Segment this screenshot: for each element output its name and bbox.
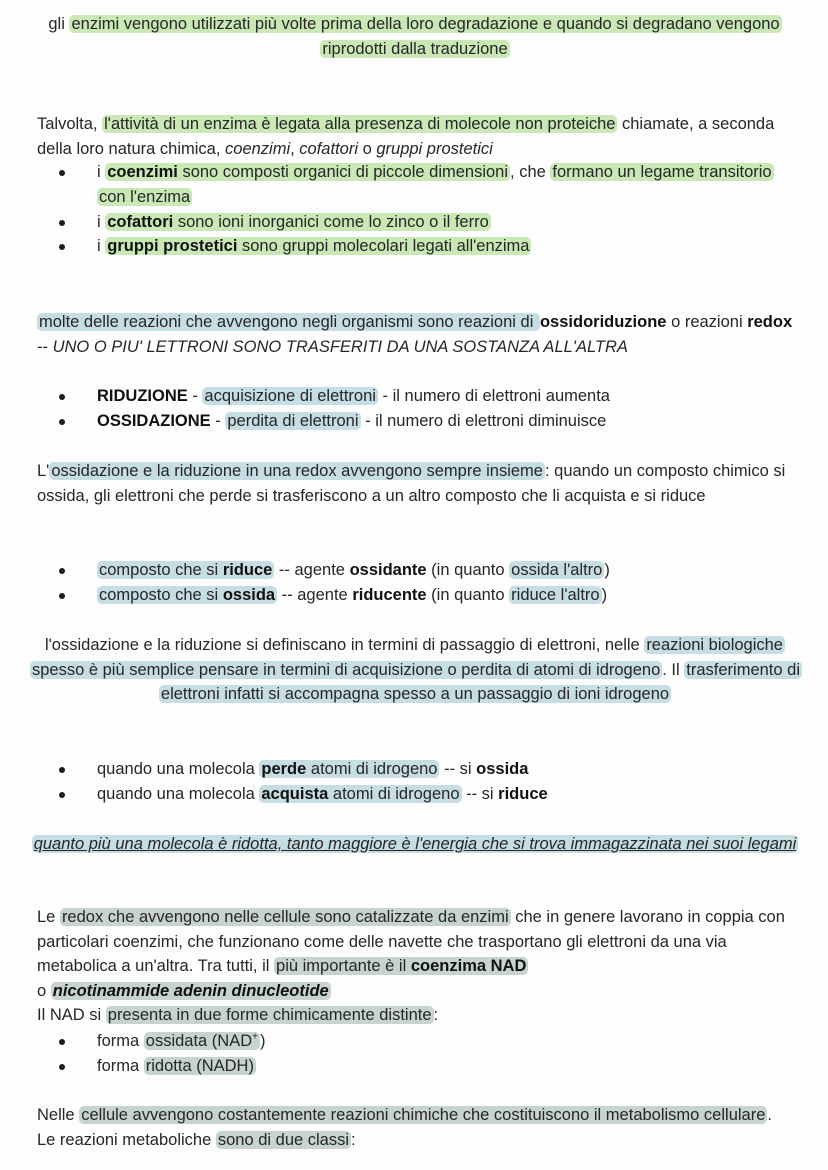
highlight: molte delle reazioni che avvengono negli organismi sono reazioni di — [39, 313, 538, 331]
text: . Il — [662, 660, 685, 679]
italic-term: gruppi prostetici — [376, 139, 493, 158]
text: gli — [48, 15, 70, 33]
highlight: presenta in due forme chimicamente distinte — [107, 1006, 432, 1024]
text: - il numero di elettroni aumenta — [377, 387, 610, 405]
highlight: l'attività di un enzima è legata alla presenza di molecole non proteiche — [104, 115, 616, 133]
nad-forms-list — [0, 1029, 800, 1079]
list-item — [0, 1029, 800, 1054]
highlight: reazioni biologiche spesso è più semplice pensare in termini di acquisizione o perdita di atomi di idrogeno — [32, 636, 783, 679]
text: o — [37, 981, 51, 1000]
text: i — [97, 212, 106, 231]
superscript: + — [252, 1031, 258, 1043]
text: -- si — [439, 760, 477, 778]
highlight: enzimi vengono utilizzati più volte prima della loro degradazione e quando si degradano vengono riprodotti dalla traduzione — [71, 15, 780, 58]
text: i — [97, 163, 106, 181]
bold-term: coenzimi — [107, 163, 178, 181]
highlight: composto che si — [99, 585, 223, 604]
hydrogen-list — [0, 757, 800, 807]
text: o reazioni — [666, 313, 748, 331]
text: forma — [97, 1056, 144, 1075]
text: ) — [604, 561, 610, 579]
list-item — [0, 1054, 800, 1079]
list-item — [0, 757, 800, 782]
text: Talvolta, — [37, 115, 103, 133]
text: che in genere lavorano in coppia con particolari coenzimi, che funzionano come delle navette che trasportano gli elettroni da una via metabolica a un'altra. Tra tutti, il — [37, 908, 785, 975]
text: - — [210, 411, 226, 430]
text: (in quanto — [426, 561, 510, 579]
coupled-redox-paragraph — [37, 459, 793, 508]
text: , — [290, 139, 300, 158]
list-item — [0, 409, 800, 434]
text: . Le reazioni metaboliche — [37, 1106, 772, 1149]
highlight: ossidata (NAD — [145, 1032, 253, 1050]
bold-term: ossida — [222, 585, 276, 604]
italic-definition: UNO O PIU' LETTRONI SONO TRASFERITI DA UNA SOSTANZA ALL'ALTRA — [52, 337, 628, 356]
redox-paragraph — [37, 310, 793, 359]
bold-term: ossidoriduzione — [539, 313, 667, 331]
highlight: sono di due classi — [217, 1130, 350, 1149]
bold-term: acquista — [261, 784, 329, 803]
list-item — [0, 558, 800, 583]
highlight: trasferimento di elettroni infatti si accompagna spesso a un passaggio di ioni idrogeno — [160, 660, 800, 703]
text: Il NAD si — [37, 1006, 106, 1024]
bold-term: RIDUZIONE — [97, 387, 188, 405]
text: : quando un composto chimico si ossida, gli elettroni che perde si trasferiscono a un altro composto che li acquista e si riduce — [37, 462, 786, 505]
energy-statement — [30, 832, 800, 857]
agents-list — [0, 558, 800, 608]
text: i — [97, 237, 106, 256]
non-protein-molecules-paragraph — [37, 112, 793, 161]
hydrogen-transfer-paragraph — [30, 633, 800, 707]
list-item — [0, 210, 800, 235]
highlight: perdita di elettroni — [227, 411, 359, 430]
text: - — [187, 387, 203, 405]
text: L' — [37, 462, 50, 480]
list-item — [0, 160, 800, 210]
bold-term: coenzima NAD — [410, 957, 527, 975]
highlight: ridotta (NADH) — [145, 1056, 254, 1075]
bold-term: riducente — [352, 585, 427, 604]
list-item — [0, 234, 800, 259]
text: quando una molecola — [97, 760, 260, 778]
bold-term: cofattori — [107, 212, 174, 231]
redox-definitions-list — [0, 384, 800, 434]
highlight: atomi di idrogeno — [306, 760, 438, 778]
italic-term: cofattori — [299, 139, 358, 158]
text: l'ossidazione e la riduzione si definiscano in termini di passaggio di elettroni, nelle — [44, 636, 645, 654]
bold-italic-term: nicotinammide adenin dinucleotide — [52, 981, 329, 1000]
list-item — [0, 782, 800, 807]
highlight: sono ioni inorganici come lo zinco o il ferro — [173, 212, 489, 231]
highlight: redox che avvengono nelle cellule sono catalizzate da enzimi — [61, 908, 509, 926]
bold-term: OSSIDAZIONE — [97, 411, 211, 430]
highlight: più importante è il — [276, 957, 411, 975]
text: -- si — [461, 784, 499, 803]
text: : — [351, 1130, 356, 1149]
highlight: quanto più una molecola è ridotta, tanto maggiore è l'energia che si trova immagazzinata nei suoi legami — [33, 835, 797, 853]
highlight: sono composti organici di piccole dimensioni — [177, 163, 509, 181]
bold-term: gruppi prostetici — [107, 237, 238, 256]
text: -- agente — [274, 561, 350, 579]
highlight: ossidazione e la riduzione in una redox avvengono sempre insieme — [51, 462, 543, 480]
cofactor-types-list — [0, 160, 800, 259]
highlight: cellule avvengono costantemente reazioni chimiche che costituiscono il metabolismo cellulare — [81, 1106, 766, 1124]
highlight: atomi di idrogeno — [328, 784, 460, 803]
highlight: acquisizione di elettroni — [204, 387, 376, 405]
highlight: sono gruppi molecolari legati all'enzima — [237, 237, 530, 256]
bold-term: riduce — [222, 561, 273, 579]
text: -- agente — [277, 585, 353, 604]
italic-term: coenzimi — [225, 139, 291, 158]
bold-term: perde — [261, 760, 307, 778]
text: quando una molecola — [97, 784, 260, 803]
enzyme-reuse-paragraph — [30, 12, 800, 61]
text: forma — [97, 1032, 144, 1050]
text: (in quanto — [426, 585, 510, 604]
highlight: composto che si — [99, 561, 223, 579]
text: Nelle — [37, 1106, 80, 1124]
bold-term: riduce — [498, 784, 548, 803]
text: Le — [37, 908, 60, 926]
text: ) — [601, 585, 608, 604]
text: , che — [510, 163, 551, 181]
list-item — [0, 583, 800, 608]
highlight: riduce l'altro — [511, 585, 600, 604]
bold-term: redox — [747, 313, 793, 331]
bold-term: ossidante — [349, 561, 427, 579]
bold-term: ossida — [476, 760, 529, 778]
list-item — [0, 384, 800, 409]
metabolism-paragraph — [37, 1103, 793, 1152]
text: ) — [259, 1032, 266, 1050]
nad-paragraph — [37, 905, 793, 1028]
text: -- — [37, 337, 53, 356]
text: chiamate, a seconda della loro natura chimica, — [37, 115, 775, 158]
highlight: formano un legame transitorio con l'enzima — [99, 163, 772, 206]
highlight: ossida l'altro — [511, 561, 603, 579]
text: : — [433, 1006, 439, 1024]
text: - il numero di elettroni diminuisce — [360, 411, 607, 430]
text: o — [358, 139, 377, 158]
